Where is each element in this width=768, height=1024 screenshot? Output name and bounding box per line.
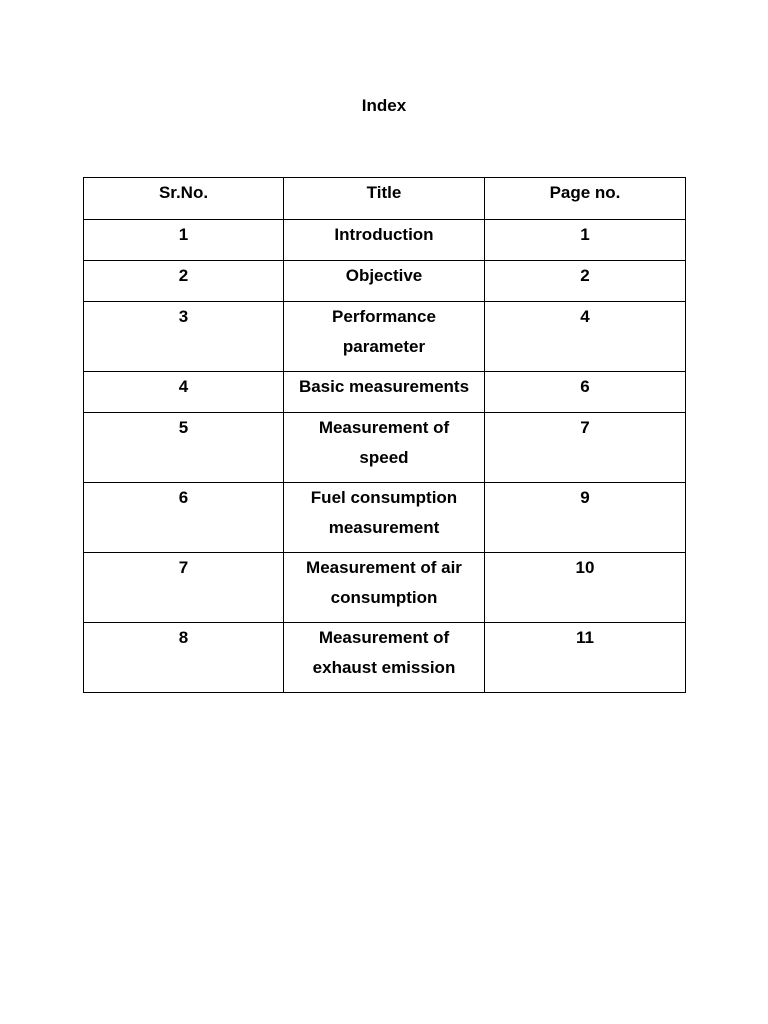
table-row	[84, 623, 686, 693]
cell-sr-no: 1	[84, 220, 284, 261]
cell-sr-no: 7	[84, 553, 284, 623]
cell-page-no: 7	[485, 413, 686, 483]
table-header-row	[84, 178, 686, 220]
table-row	[84, 553, 686, 623]
cell-sr-no: 2	[84, 261, 284, 302]
cell-page-no: 4	[485, 302, 686, 372]
cell-sr-no: 8	[84, 623, 284, 693]
cell-page-no: 6	[485, 372, 686, 413]
cell-title: Objective	[284, 261, 485, 302]
cell-page-no: 2	[485, 261, 686, 302]
table-row	[84, 483, 686, 553]
cell-page-no: 10	[485, 553, 686, 623]
cell-page-no: 11	[485, 623, 686, 693]
cell-title: Measurement of exhaust emission	[284, 623, 485, 693]
cell-sr-no: 6	[84, 483, 284, 553]
table-row	[84, 413, 686, 483]
cell-title: Fuel consumption measurement	[284, 483, 485, 553]
cell-title: Performance parameter	[284, 302, 485, 372]
cell-title: Basic measurements	[284, 372, 485, 413]
table-row	[84, 302, 686, 372]
cell-title: Measurement of air consumption	[284, 553, 485, 623]
cell-sr-no: 4	[84, 372, 284, 413]
page-title: Index	[361, 96, 407, 115]
cell-title: Measurement of speed	[284, 413, 485, 483]
column-header-sr-no: Sr.No.	[84, 178, 284, 220]
cell-title: Introduction	[284, 220, 485, 261]
index-table	[83, 177, 686, 693]
cell-sr-no: 3	[84, 302, 284, 372]
column-header-page-no: Page no.	[485, 178, 686, 220]
column-header-title: Title	[284, 178, 485, 220]
cell-page-no: 9	[485, 483, 686, 553]
cell-page-no: 1	[485, 220, 686, 261]
table-row	[84, 220, 686, 261]
table-row	[84, 372, 686, 413]
table-row	[84, 261, 686, 302]
cell-sr-no: 5	[84, 413, 284, 483]
